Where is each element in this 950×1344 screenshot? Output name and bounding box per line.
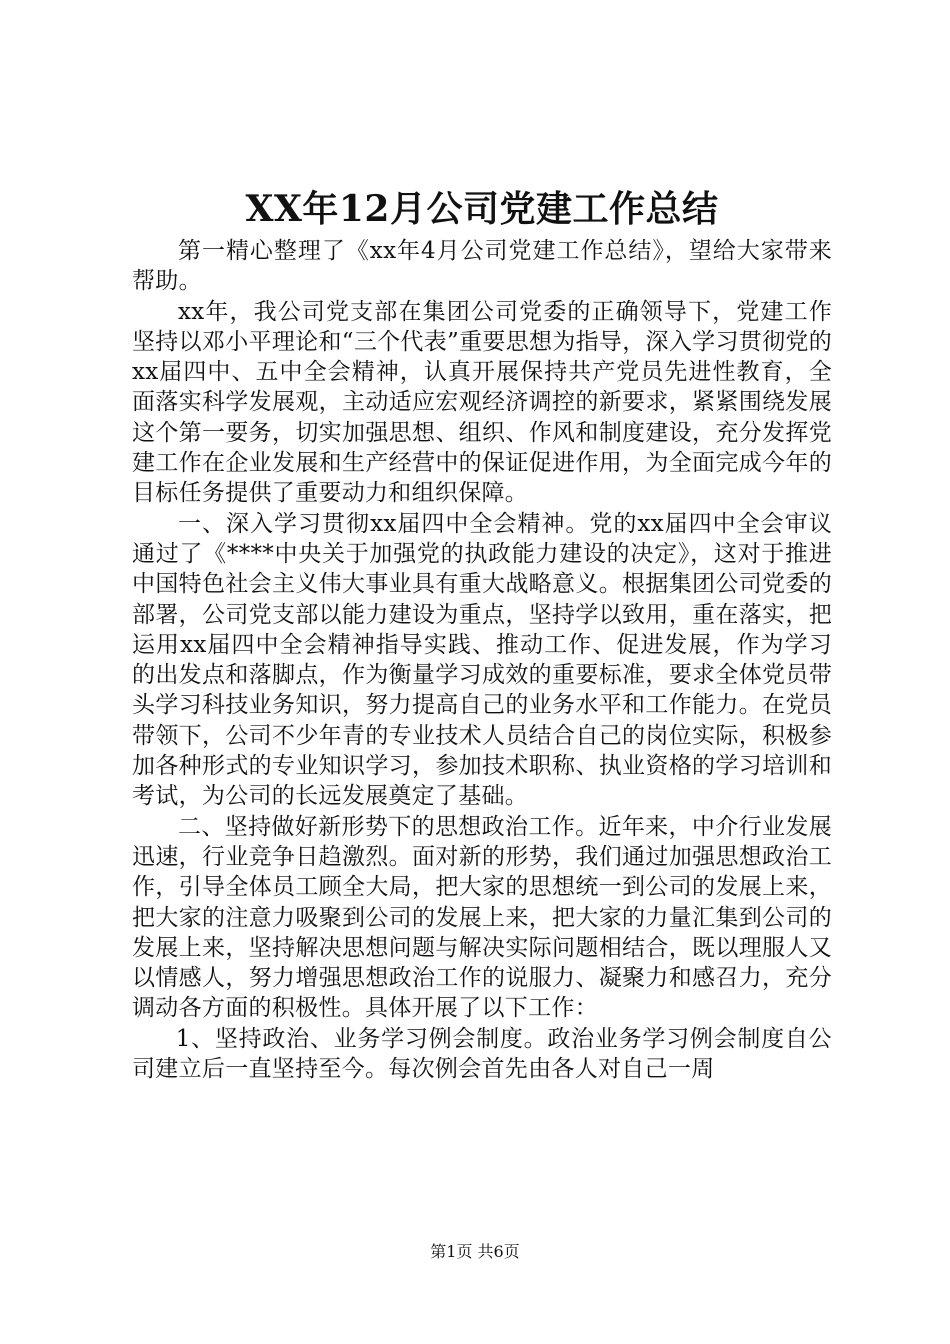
document-body (132, 185, 832, 1084)
paragraph-intro: 第一精心整理了《xx年4月公司党建工作总结》，望给大家带来帮助。 (132, 238, 832, 295)
paragraph-section-one: 一、深入学习贯彻xx届四中全会精神。党的xx届四中全会审议通过了《****中央关于加强党的执政能力建设的决定》，这对于推进中国特色社会主义伟大事业具有重大战略意义。根据集团公司党委的部署，公司党支部以能力建设为重点，坚持学以致用，重在落实，把运用xx届四中全会精神指导实践、推动工作、促进发展，作为学习的出发点和落脚点，作为衡量学习成效的重要标准，要求全体党员带头学习科技业务知识，努力提高自己的业务水平和工作能力。在党员带领下，公司不少年青的专业技术人员结合自己的岗位实际，积极参加各种形式的专业知识学习，参加技术职称、执业资格的学习培训和考试，为公司的长远发展奠定了基础。 (132, 510, 832, 810)
document-title: XX年12月公司党建工作总结 (245, 188, 719, 230)
page-number: 第1页 共6页 (430, 1242, 520, 1261)
paragraph-overview: xx年，我公司党支部在集团公司党委的正确领导下，党建工作坚持以邓小平理论和“三个代表”重要思想为指导，深入学习贯彻党的xx届四中、五中全会精神，认真开展保持共产党员先进性教育，全面落实科学发展观，主动适应宏观经济调控的新要求，紧紧围绕发展这个第一要务，切实加强思想、组织、作风和制度建设，充分发挥党建工作在企业发展和生产经营中的保证促进作用，为全面完成今年的目标任务提供了重要动力和组织保障。 (132, 298, 832, 507)
paragraph-section-two: 二、坚持做好新形势下的思想政治工作。近年来，中介行业发展迅速，行业竞争日趋激烈。面对新的形势，我们通过加强思想政治工作，引导全体员工顾全大局，把大家的思想统一到公司的发展上来，把大家的注意力吸聚到公司的发展上来，把大家的力量汇集到公司的发展上来，坚持解决思想问题与解决实际问题相结合，既以理服人又以情感人，努力增强思想政治工作的说服力、凝聚力和感召力，充分调动各方面的积极性。具体开展了以下工作： (132, 813, 832, 1022)
paragraph-item-one: 1、坚持政治、业务学习例会制度。政治业务学习例会制度自公司建立后一直坚持至今。每次例会首先由各人对自己一周 (132, 1025, 832, 1083)
page-footer (0, 1240, 950, 1264)
